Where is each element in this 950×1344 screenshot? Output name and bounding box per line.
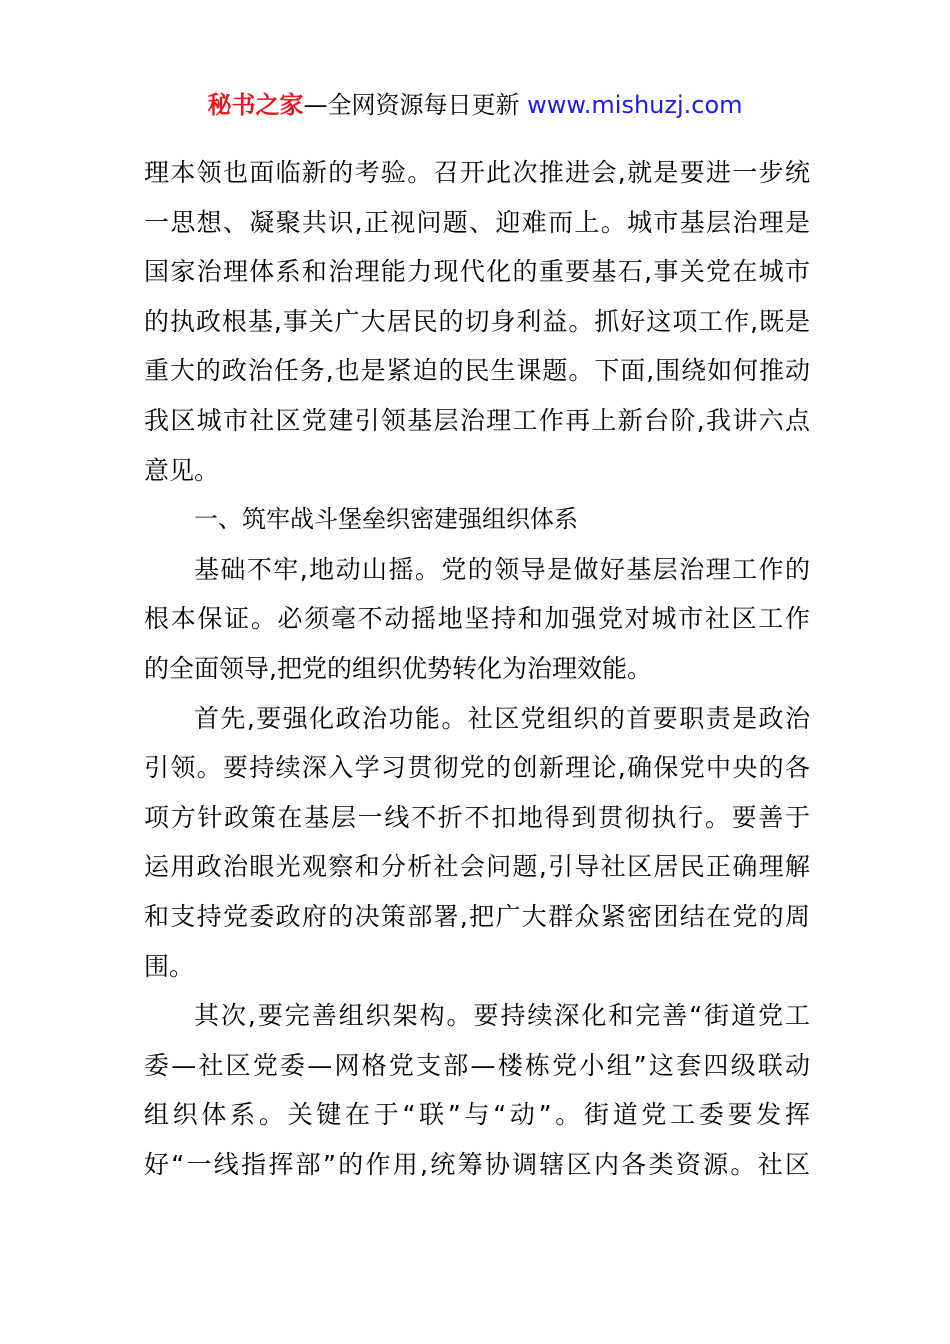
text-line: 其次,要完善组织架构。要持续深化和完善“街道党工	[194, 1001, 810, 1031]
text-line: 理本领也面临新的考验。召开此次推进会,就是要进一步统	[144, 158, 810, 187]
text-line: 好“一线指挥部”的作用,统筹协调辖区内各类资源。社区	[144, 1149, 810, 1179]
text-line: 组织体系。关键在于“联”与“动”。街道党工委要发挥	[144, 1100, 810, 1130]
text-line: 的执政根基,事关广大居民的切身利益。抓好这项工作,既是	[144, 306, 810, 336]
text-line: 项方针政策在基层一线不折不扣地得到贯彻执行。要善于	[144, 802, 810, 832]
header-url-link[interactable]: www.mishuzj.com	[527, 91, 743, 119]
text-line: 围。	[144, 951, 195, 981]
text-line: 和支持党委政府的决策部署,把广大群众紧密团结在党的周	[144, 901, 810, 931]
text-line: 我区城市社区党建引领基层治理工作再上新台阶,我讲六点	[144, 405, 810, 435]
page-header	[0, 88, 950, 122]
text-line: 运用政治眼光观察和分析社会问题,引导社区居民正确理解	[144, 852, 810, 882]
text-line: 一思想、凝聚共识,正视问题、迎难而上。城市基层治理是	[144, 207, 810, 237]
header-tagline: —全网资源每日更新	[303, 91, 520, 119]
text-line: 根本保证。必须毫不动摇地坚持和加强党对城市社区工作	[144, 604, 810, 634]
text-line: 基础不牢,地动山摇。党的领导是做好基层治理工作的	[194, 554, 810, 584]
text-line: 国家治理体系和治理能力现代化的重要基石,事关党在城市	[144, 257, 810, 287]
text-line: 委—社区党委—网格党支部—楼栋党小组”这套四级联动	[144, 1050, 810, 1080]
text-line: 意见。	[144, 455, 220, 485]
text-line: 的全面领导,把党的组织优势转化为治理效能。	[144, 653, 652, 683]
brand-name: 秘书之家	[207, 91, 304, 119]
text-line: 首先,要强化政治功能。社区党组织的首要职责是政治	[194, 703, 810, 733]
text-line: 引领。要持续深入学习贯彻党的创新理论,确保党中央的各	[144, 753, 810, 783]
section-heading: 一、筑牢战斗堡垒织密建强组织体系	[194, 505, 578, 534]
document-body	[144, 148, 810, 1189]
text-line: 重大的政治任务,也是紧迫的民生课题。下面,围绕如何推动	[144, 356, 810, 386]
